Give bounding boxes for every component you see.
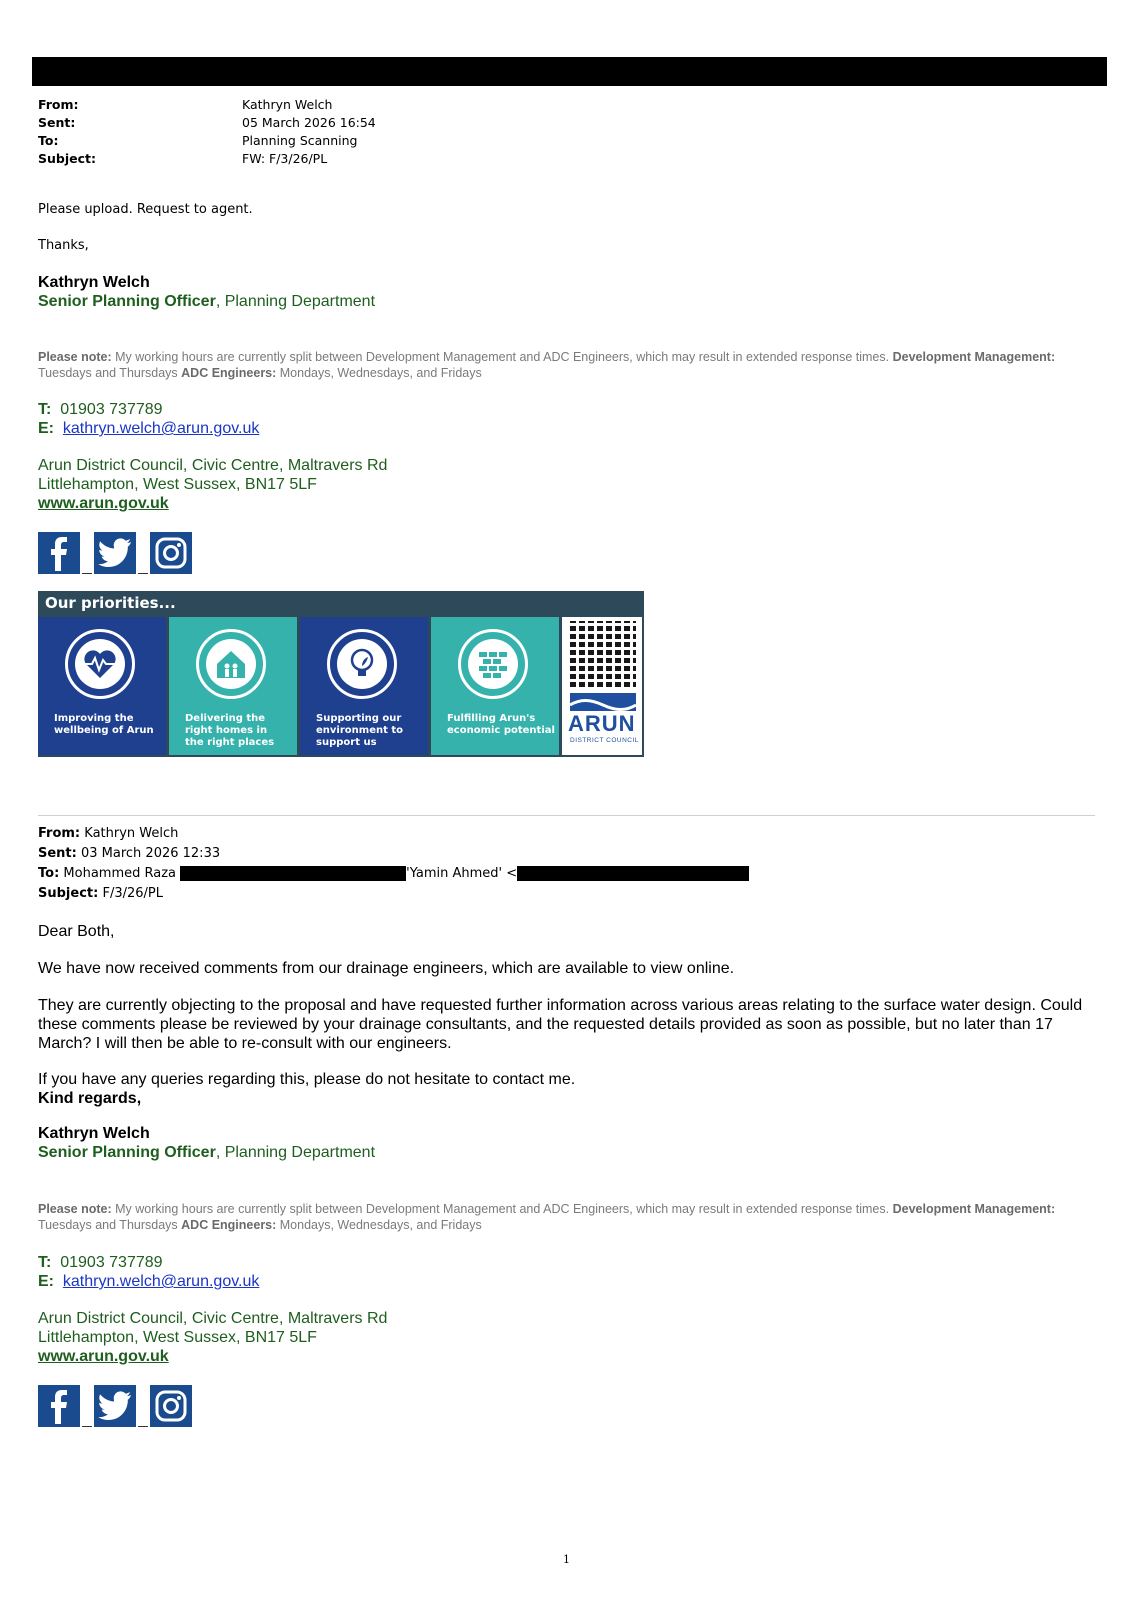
sent-label: Sent: — [38, 115, 76, 130]
contact-email: E: kathryn.welch@arun.gov.uk — [38, 420, 260, 437]
website-link[interactable]: www.arun.gov.uk — [38, 1348, 169, 1365]
social-icons — [38, 532, 192, 574]
original-to: To: Mohammed Raza 'Yamin Ahmed' < — [38, 864, 749, 884]
job-title: Senior Planning Officer — [38, 1144, 216, 1161]
address-line-2: Littlehampton, West Sussex, BN17 5LF — [38, 476, 317, 493]
subject-label: Subject: — [38, 151, 96, 166]
instagram-icon[interactable] — [150, 532, 192, 574]
banner-title: Our priorities... — [45, 594, 176, 612]
arun-logo-subtitle: DISTRICT COUNCIL — [570, 737, 639, 744]
signature-title — [38, 293, 375, 311]
to-label: To: — [38, 133, 59, 148]
contact-phone: T: 01903 737789 — [38, 1254, 163, 1271]
subject-value: FW: F/3/26/PL — [242, 151, 328, 166]
greeting: Dear Both, — [38, 923, 115, 940]
tile-caption: Improving the wellbeing of Arun — [54, 713, 154, 736]
redaction-bar — [32, 57, 1107, 86]
signature-name: Kathryn Welch — [38, 274, 150, 291]
original-from: From: Kathryn Welch — [38, 826, 179, 841]
contact-phone: T: 01903 737789 — [38, 401, 163, 418]
priority-tile-economy — [431, 617, 559, 755]
priority-tile-environment — [300, 617, 428, 755]
paragraph-1: We have now received comments from our drainage engineers, which are available to view online. — [38, 960, 735, 977]
facebook-icon[interactable] — [38, 1385, 80, 1427]
priorities-banner — [38, 591, 644, 757]
job-title: Senior Planning Officer — [38, 293, 216, 310]
twitter-icon[interactable] — [94, 532, 136, 574]
brick-wall-icon — [458, 629, 528, 699]
tile-caption: Delivering the right homes in the right places — [185, 713, 275, 748]
signature-title — [38, 1144, 375, 1162]
redacted-email — [517, 866, 749, 881]
instagram-icon[interactable] — [150, 1385, 192, 1427]
lightbulb-leaf-icon — [327, 629, 397, 699]
priority-tile-homes — [169, 617, 297, 755]
from-label: From: — [38, 97, 79, 112]
forward-message: Please upload. Request to agent. — [38, 202, 253, 217]
signature-name: Kathryn Welch — [38, 1125, 150, 1142]
page-number: 1 — [563, 1553, 570, 1566]
department: , Planning Department — [215, 1144, 376, 1161]
thanks-line: Thanks, — [38, 238, 89, 253]
arun-wave-icon — [570, 693, 636, 711]
tile-caption: Fulfilling Arun's economic potential — [447, 713, 555, 736]
divider — [38, 815, 1095, 816]
twitter-icon[interactable] — [94, 1385, 136, 1427]
website — [38, 494, 169, 513]
social-icons — [38, 1385, 192, 1427]
department: , Planning Department — [215, 293, 376, 310]
original-sent: Sent: 03 March 2026 12:33 — [38, 846, 221, 861]
from-value: Kathryn Welch — [242, 97, 333, 112]
arun-logo-text: ARUN — [568, 711, 636, 736]
website-link[interactable]: www.arun.gov.uk — [38, 495, 169, 512]
redacted-email — [180, 866, 406, 881]
sent-value: 05 March 2026 16:54 — [242, 115, 376, 130]
address-line-1: Arun District Council, Civic Centre, Maltravers Rd — [38, 457, 388, 474]
arun-logo-tile — [562, 617, 642, 755]
closing: Kind regards, — [38, 1090, 142, 1107]
priority-tile-wellbeing — [38, 617, 166, 755]
email-link[interactable]: kathryn.welch@arun.gov.uk — [62, 420, 260, 437]
paragraph-3: If you have any queries regarding this, please do not hesitate to contact me. — [38, 1071, 576, 1088]
heart-pulse-icon — [65, 629, 135, 699]
to-value: Planning Scanning — [242, 133, 358, 148]
house-family-icon — [196, 629, 266, 699]
working-hours-note: Please note: My working hours are currently split between Development Management and ADC Engineers, which may result in extended response times. Development Management: Tuesdays and Thursdays ADC Engineers: Mondays, Wednesdays, and Fridays — [38, 1202, 1056, 1232]
email-link[interactable]: kathryn.welch@arun.gov.uk — [62, 1273, 260, 1290]
tile-caption: Supporting our environment to support us — [316, 713, 404, 748]
website — [38, 1347, 169, 1366]
address-line-1: Arun District Council, Civic Centre, Maltravers Rd — [38, 1310, 388, 1327]
original-subject: Subject: F/3/26/PL — [38, 886, 163, 901]
facebook-icon[interactable] — [38, 532, 80, 574]
contact-email: E: kathryn.welch@arun.gov.uk — [38, 1273, 260, 1290]
working-hours-note: Please note: My working hours are currently split between Development Management and ADC Engineers, which may result in extended response times. Development Management: Tuesdays and Thursdays ADC Engineers: Mondays, Wednesdays, and Fridays — [38, 350, 1056, 380]
paragraph-2: They are currently objecting to the proposal and have requested further information across various areas relating to the surface water design. Could these comments please be reviewed by your drainage consultants, and the requested details provided as soon as possible, but no later than 17 March? I will then be able to re-consult with our engineers. — [38, 997, 1083, 1052]
address-line-2: Littlehampton, West Sussex, BN17 5LF — [38, 1329, 317, 1346]
